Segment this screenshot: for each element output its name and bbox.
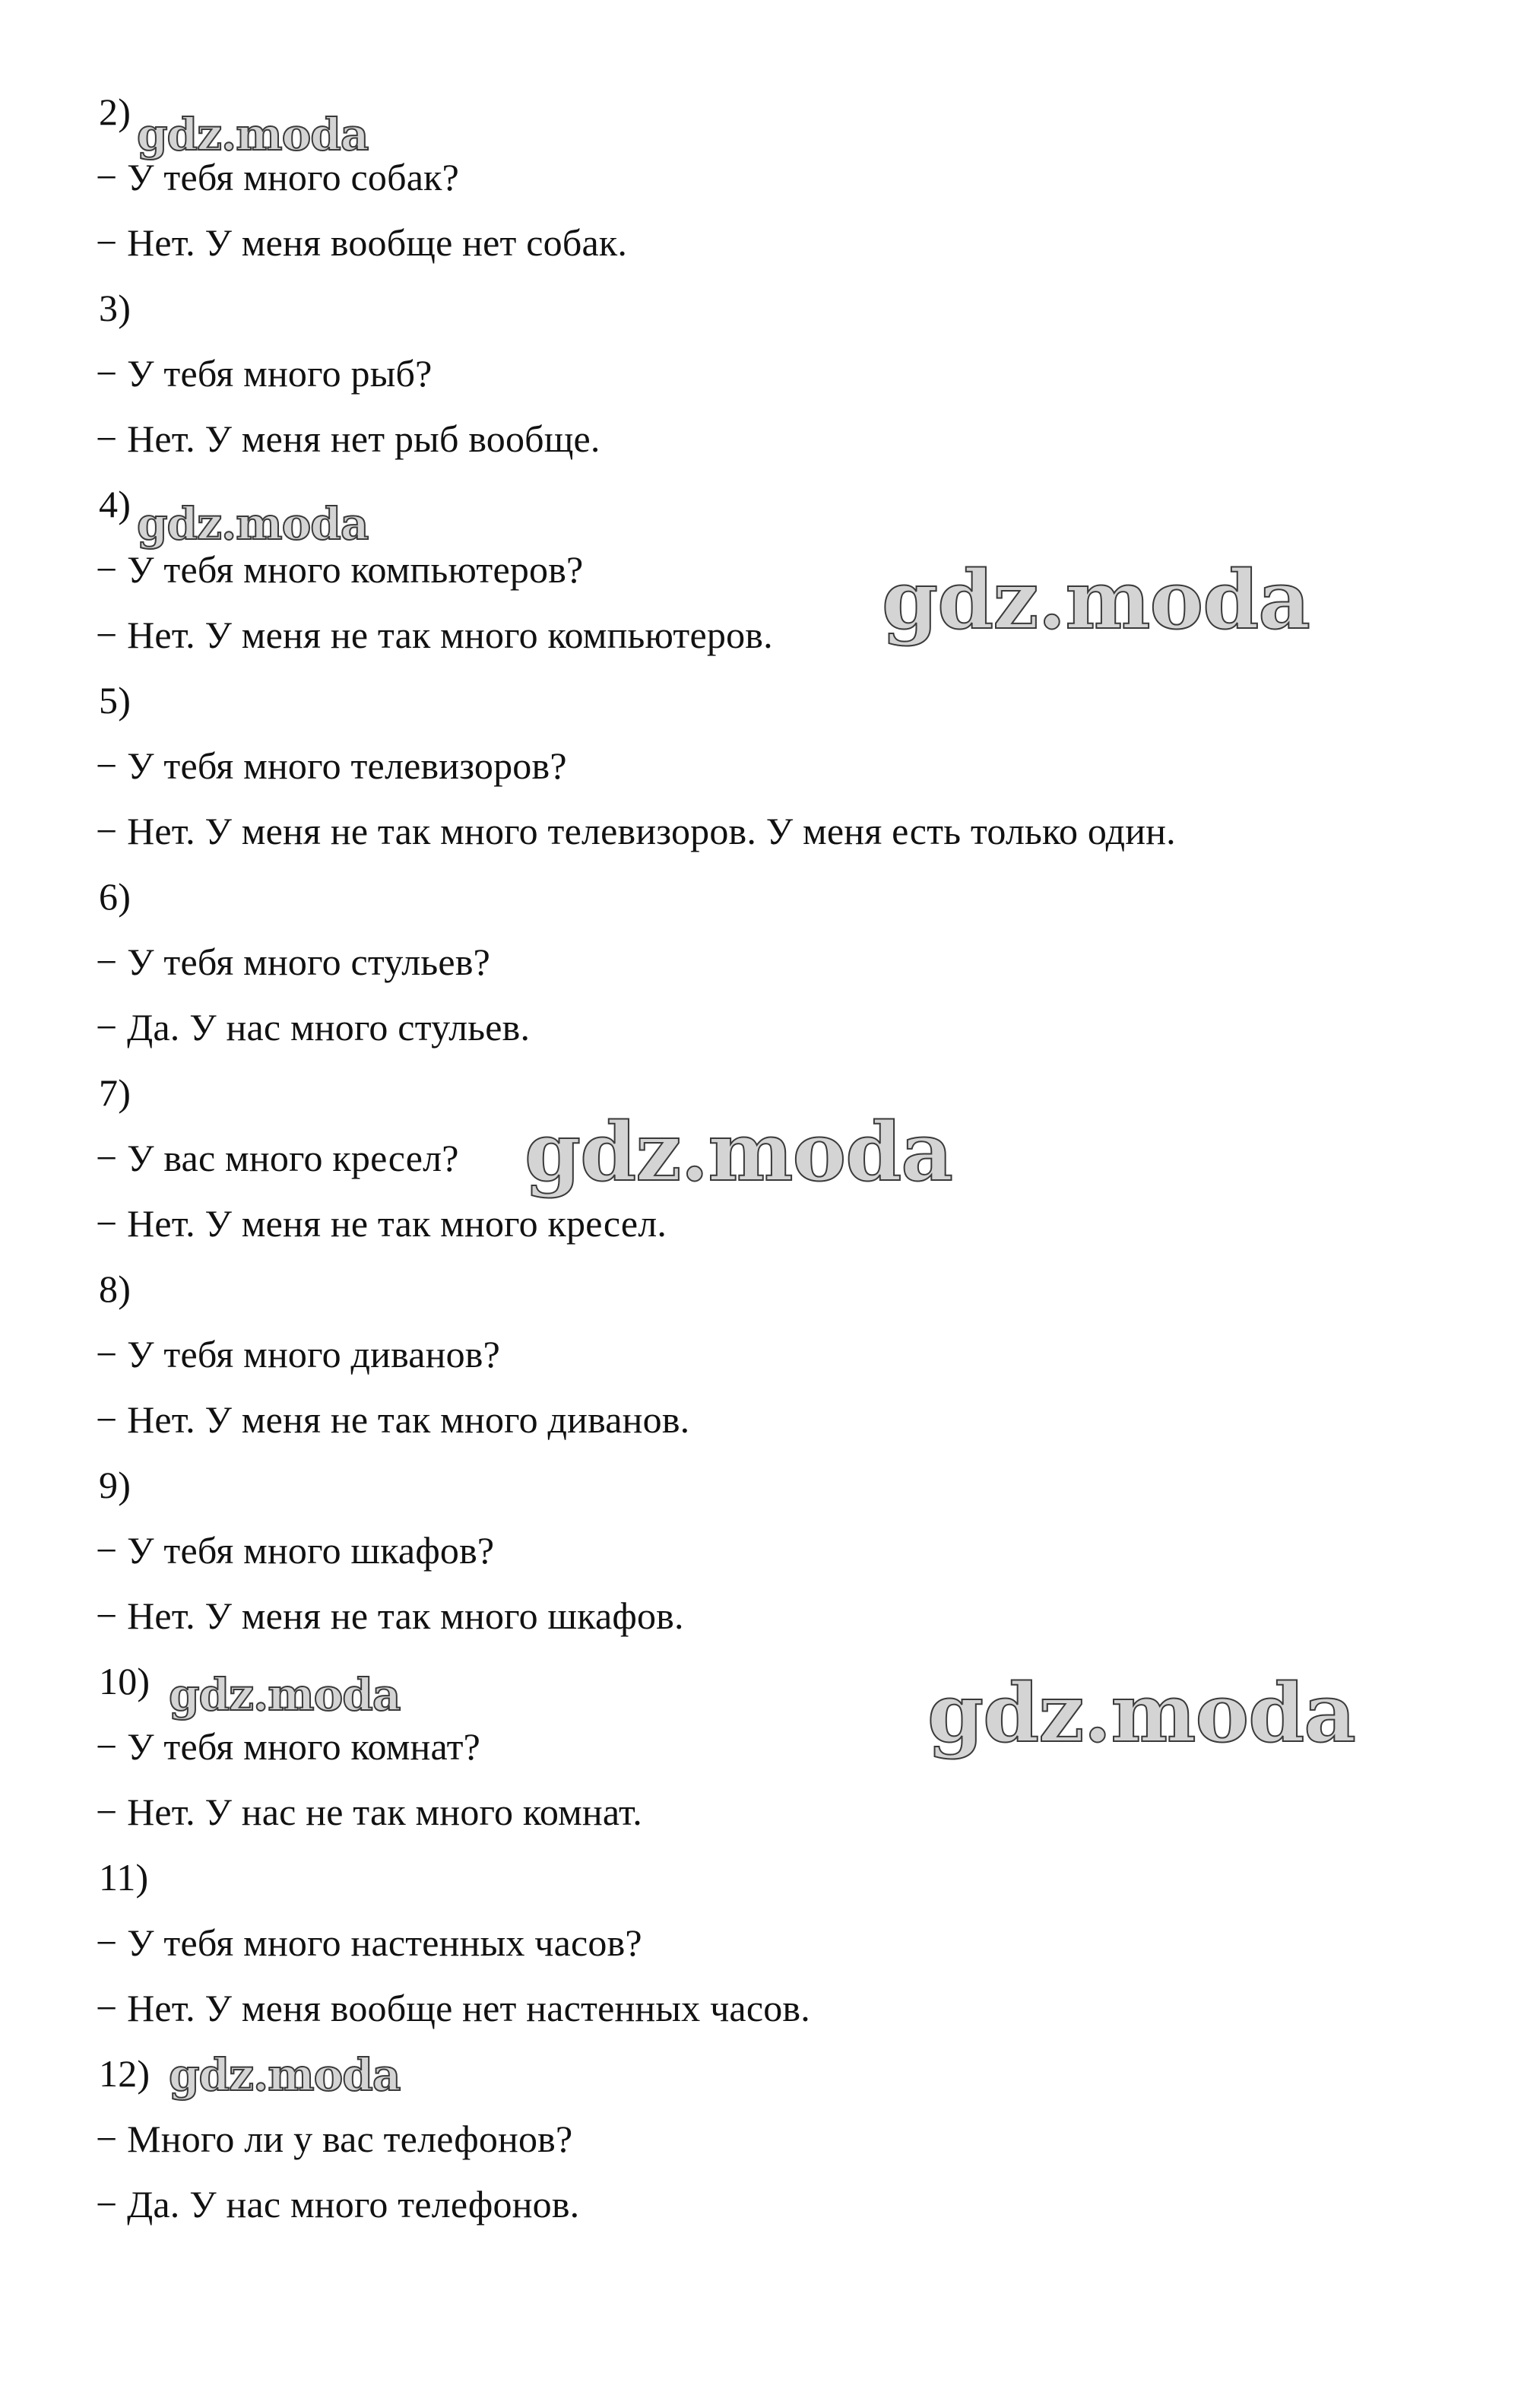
item-12-question: − Много ли у вас телефонов?: [96, 2118, 573, 2160]
item-11-number: 11): [99, 1856, 149, 1899]
item-4-number: 4): [99, 483, 132, 525]
item-2-question: − У тебя много собак?: [96, 156, 460, 198]
item-11-answer: − Нет. У меня вообще нет настенных часов.: [96, 1987, 810, 2029]
item-6-answer: − Да. У нас много стульев.: [96, 1006, 531, 1049]
item-9-number: 9): [99, 1464, 132, 1506]
item-3-number: 3): [99, 287, 132, 329]
item-8-number: 8): [99, 1267, 132, 1310]
item-10-question: − У тебя много комнат?: [96, 1725, 481, 1768]
item-4-question: − У тебя много компьютеров?: [96, 548, 584, 591]
item-8-answer: − Нет. У меня не так много диванов.: [96, 1398, 690, 1441]
watermark: gdz.moda: [137, 109, 369, 160]
item-8-question: − У тебя много диванов?: [96, 1333, 500, 1375]
item-3-answer: − Нет. У меня нет рыб вообще.: [96, 417, 600, 460]
item-5-number: 5): [99, 679, 132, 722]
item-4-answer: − Нет. У меня не так много компьютеров.: [96, 614, 773, 656]
item-5-answer: − Нет. У меня не так много телевизоров. У меня есть только один.: [96, 810, 1176, 852]
item-7-question: − У вас много кресел?: [96, 1137, 459, 1179]
watermark: gdz.moda: [169, 2049, 401, 2101]
item-6-question: − У тебя много стульев?: [96, 941, 491, 983]
item-10-number: 10): [99, 1660, 151, 1702]
item-11-question: − У тебя много настенных часов?: [96, 1921, 642, 1964]
watermark: gdz.moda: [882, 552, 1310, 647]
item-12-number: 12): [99, 2052, 151, 2095]
item-9-question: − У тебя много шкафов?: [96, 1529, 495, 1572]
item-10-answer: − Нет. У нас не так много комнат.: [96, 1791, 642, 1833]
item-7-answer: − Нет. У меня не так много кресел.: [96, 1202, 667, 1245]
item-3-question: − У тебя много рыб?: [96, 352, 433, 395]
item-2-number: 2): [99, 90, 132, 133]
watermark: gdz.moda: [137, 498, 369, 550]
watermark: gdz.moda: [927, 1665, 1355, 1760]
item-9-answer: − Нет. У меня не так много шкафов.: [96, 1594, 684, 1637]
item-6-number: 6): [99, 875, 132, 918]
watermark: gdz.moda: [524, 1104, 952, 1199]
item-7-number: 7): [99, 1071, 132, 1114]
item-2-answer: − Нет. У меня вообще нет собак.: [96, 221, 628, 264]
watermark: gdz.moda: [169, 1669, 401, 1721]
item-5-question: − У тебя много телевизоров?: [96, 744, 567, 787]
item-12-answer: − Да. У нас много телефонов.: [96, 2183, 580, 2226]
